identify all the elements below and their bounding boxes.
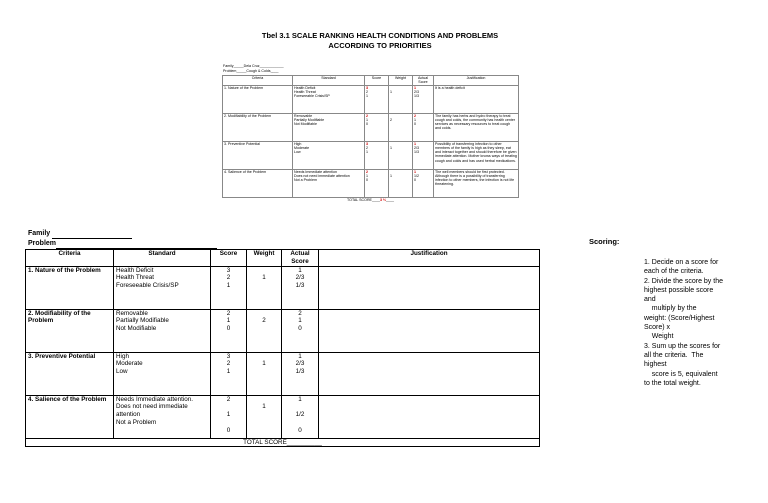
- cell-line: Not Modifiable: [294, 122, 317, 127]
- actual-score-cell: [413, 141, 434, 169]
- mini-header-row: [223, 76, 519, 86]
- mini-header-criteria: Criteria: [223, 76, 293, 86]
- weight-cell: [389, 113, 413, 141]
- cell-line: 0: [298, 325, 302, 333]
- cell-line: 2: [298, 309, 302, 317]
- total-score-row: TOTAL SCORE__________: [26, 438, 540, 447]
- cell-line: Health Deficit: [116, 266, 154, 274]
- cell-line: Partially Modifiable: [116, 317, 169, 325]
- scoring-line: 2. Divide the score by the: [644, 277, 723, 285]
- cell-line: 2: [414, 113, 416, 118]
- cell-line: Low: [294, 150, 301, 155]
- score-cell: [211, 309, 247, 352]
- criteria-cell: 2. Modifiability of the Problem: [26, 309, 114, 352]
- actual-score-cell: [413, 113, 434, 141]
- criteria-cell: 1. Nature of the Problem: [26, 266, 114, 309]
- cell-line: 1/2: [295, 411, 305, 419]
- cell-line: 1: [226, 282, 231, 290]
- standard-cell: [114, 352, 211, 395]
- criteria-cell: 1. Nature of the Problem: [223, 85, 293, 113]
- cell-line: Foreseeable Crisis/SP: [294, 94, 330, 99]
- justification-cell: Possibility of transferring infection to other members of the family is high as they sleep, eat and interact together and should therefore be given immediate attention. Mother knows ways of treating cough and colds and has used herbal medications.: [434, 141, 519, 169]
- cell-line: 3: [226, 352, 231, 360]
- standard-cell: [114, 266, 211, 309]
- criteria-row: [26, 309, 540, 352]
- cell-line: Needs Immediate attention.: [116, 395, 194, 403]
- justification-cell: [319, 309, 540, 352]
- scoring-line: and: [644, 296, 656, 304]
- mini-header-actual: Actual Score: [413, 76, 434, 86]
- weight-cell: [247, 309, 282, 352]
- justification-cell: The well members should be first protected. Although there is a possibility of transferring infection to other members, the infection is not life threatening.: [434, 169, 519, 197]
- cell-line: 1: [226, 411, 231, 419]
- actual-score-cell: [282, 266, 319, 309]
- scoring-line: highest: [644, 361, 667, 369]
- cell-line: Does not need immediate attention: [294, 173, 350, 178]
- cell-line: 1: [414, 141, 416, 146]
- cell-line: 1: [366, 150, 368, 155]
- criteria-cell: 3. Preventive Potential: [223, 141, 293, 169]
- header-criteria: Criteria: [26, 250, 114, 267]
- cell-line: [284, 419, 316, 427]
- header-standard: Standard: [114, 250, 211, 267]
- family-underline: [52, 238, 132, 239]
- scoring-line: Score) x: [644, 324, 671, 332]
- cell-line: 1: [226, 368, 231, 376]
- weight-cell: [389, 141, 413, 169]
- cell-line: 1: [414, 169, 416, 174]
- header-weight: Weight: [247, 250, 282, 267]
- mini-table: [222, 75, 519, 202]
- actual-score-cell: [282, 352, 319, 395]
- mini-total-value: 3 ⅔: [379, 197, 386, 202]
- document-subtitle: ACCORDING TO PRIORITIES: [328, 41, 432, 50]
- cell-line: 2/3: [295, 360, 305, 368]
- cell-line: Low: [116, 368, 128, 376]
- criteria-row: [223, 85, 519, 113]
- mini-problem-line: Problem_____Cough & Colds____: [223, 69, 279, 73]
- mini-header-standard: Standard: [293, 76, 365, 86]
- cell-line: 1: [366, 94, 368, 99]
- score-cell: [365, 113, 389, 141]
- cell-line: 1: [226, 317, 231, 325]
- criteria-cell: 4. Salience of the Problem: [223, 169, 293, 197]
- mini-total-row: TOTAL SCORE____3 ⅔____: [223, 197, 519, 202]
- cell-line: 3: [366, 141, 368, 146]
- cell-line: Not a Problem: [294, 178, 317, 183]
- cell-line: Not a Problem: [116, 418, 157, 426]
- cell-line: 1: [366, 117, 368, 122]
- score-cell: [211, 352, 247, 395]
- example-table-thumbnail: [222, 64, 519, 254]
- cell-line: 0: [298, 426, 302, 434]
- cell-line: 1: [366, 173, 368, 178]
- criteria-cell: 4. Salience of the Problem: [26, 395, 114, 438]
- cell-line: 0: [414, 178, 416, 183]
- cell-line: 2/3: [414, 89, 419, 94]
- actual-score-cell: [413, 85, 434, 113]
- cell-line: Foreseeable Crisis/SP: [116, 282, 179, 290]
- mini-header-justification: Justification: [434, 76, 519, 86]
- weight-value: 1: [262, 403, 266, 411]
- cell-line: High: [294, 141, 302, 146]
- scoring-line: score is 5, equivalent: [644, 370, 718, 378]
- cell-line: [213, 403, 244, 411]
- standard-cell: [293, 113, 365, 141]
- criteria-row: [223, 141, 519, 169]
- justification-cell: The family has herbs and hydro therapy to treat cough and colds, the community has health center services as necessary resources to treat cough and colds.: [434, 113, 519, 141]
- cell-line: Does not need immediate attention: [116, 403, 188, 419]
- mini-header-weight: Weight: [389, 76, 413, 86]
- scoring-line: Weight: [644, 333, 674, 341]
- problem-label: Problem: [28, 240, 57, 247]
- cell-line: 0: [414, 122, 416, 127]
- header-justification: Justification: [319, 250, 540, 267]
- weight-cell: [389, 85, 413, 113]
- criteria-row: [223, 169, 519, 197]
- cell-line: 1: [298, 266, 302, 274]
- scoring-heading: Scoring:: [589, 237, 620, 246]
- cell-line: 0: [366, 178, 368, 183]
- cell-line: 0: [226, 426, 231, 434]
- weight-cell: [389, 169, 413, 197]
- document-title: Tbel 3.1 SCALE RANKING HEALTH CONDITIONS AND PROBLEMS: [261, 31, 499, 40]
- weight-cell: [247, 266, 282, 309]
- weight-value: 1: [262, 274, 266, 282]
- cell-line: Needs Immediate attention: [294, 169, 337, 174]
- criteria-row: [26, 266, 540, 309]
- cell-line: 1/3: [414, 94, 419, 99]
- weight-value: 1: [390, 145, 392, 150]
- scoring-line: all the criteria. The: [644, 351, 704, 359]
- justification-cell: [319, 266, 540, 309]
- actual-score-cell: [413, 169, 434, 197]
- scoring-line: 3. Sum up the scores for: [644, 342, 721, 350]
- scoring-line: 1. Decide on a score for: [644, 259, 719, 266]
- score-cell: [365, 85, 389, 113]
- scoring-line: each of the criteria.: [644, 268, 704, 276]
- cell-line: 1: [414, 85, 416, 90]
- scoring-line: highest possible score: [644, 286, 714, 294]
- score-cell: [211, 266, 247, 309]
- cell-line: Not Modifiable: [116, 325, 157, 333]
- criteria-row: [26, 395, 540, 438]
- justification-cell: [319, 395, 540, 438]
- cell-line: 0: [226, 325, 231, 333]
- weight-value: 2: [262, 317, 266, 325]
- weight-value: 2: [390, 117, 392, 122]
- actual-score-cell: [282, 395, 319, 438]
- cell-line: 3: [366, 85, 368, 90]
- weight-cell: [247, 352, 282, 395]
- mini-header-score: Score: [365, 76, 389, 86]
- cell-line: Health Threat: [294, 89, 316, 94]
- cell-line: Health Threat: [116, 274, 155, 282]
- cell-line: 0: [366, 122, 368, 127]
- cell-line: 3: [226, 266, 231, 274]
- total-score-label: TOTAL SCORE: [243, 438, 287, 446]
- scoring-line: to the total weight.: [644, 379, 701, 387]
- cell-line: 2: [226, 395, 231, 403]
- cell-line: 2: [366, 113, 368, 118]
- scale-ranking-table: [25, 249, 540, 447]
- justification-cell: It is a health deficit: [434, 85, 519, 113]
- cell-line: 1/3: [295, 282, 305, 290]
- cell-line: 1: [298, 352, 302, 360]
- header-actual-score: Actual Score: [282, 250, 319, 267]
- cell-line: Removable: [116, 309, 148, 317]
- cell-line: 1: [414, 117, 416, 122]
- score-cell: [365, 141, 389, 169]
- cell-line: 1/2: [414, 173, 419, 178]
- scoring-line: multiply by the: [644, 305, 697, 313]
- score-cell: [211, 395, 247, 438]
- cell-line: 2: [366, 145, 368, 150]
- cell-line: 2: [226, 360, 231, 368]
- cell-line: Moderate: [116, 360, 143, 368]
- cell-line: 2: [226, 274, 231, 282]
- criteria-row: [223, 113, 519, 141]
- weight-value: 1: [390, 89, 392, 94]
- cell-line: 1/3: [295, 368, 305, 376]
- score-cell: [365, 169, 389, 197]
- cell-line: Health Deficit: [294, 85, 316, 90]
- cell-line: Partially Modifiable: [294, 117, 325, 122]
- weight-value: 1: [390, 173, 392, 178]
- mini-family-line: Family_____Dela Cruz____________: [223, 64, 284, 68]
- cell-line: 1/3: [414, 150, 419, 155]
- cell-line: 2/3: [414, 145, 419, 150]
- header-score: Score: [211, 250, 247, 267]
- cell-line: Removable: [294, 113, 313, 118]
- standard-cell: [293, 85, 365, 113]
- cell-line: 1: [298, 395, 302, 403]
- family-label: Family: [28, 230, 51, 237]
- criteria-cell: 3. Preventive Potential: [26, 352, 114, 395]
- cell-line: [284, 403, 316, 411]
- weight-value: 1: [262, 360, 266, 368]
- justification-cell: [319, 352, 540, 395]
- cell-line: 2: [366, 169, 368, 174]
- criteria-cell: 2. Modifiability of the Problem: [223, 113, 293, 141]
- cell-line: 2: [366, 89, 368, 94]
- cell-line: 2: [226, 309, 231, 317]
- standard-cell: [114, 309, 211, 352]
- scoring-instructions: [644, 258, 768, 388]
- cell-line: 2/3: [295, 274, 305, 282]
- cell-line: High: [116, 352, 129, 360]
- standard-cell: [293, 169, 365, 197]
- criteria-row: [26, 352, 540, 395]
- cell-line: 1: [298, 317, 302, 325]
- standard-cell: [114, 395, 211, 438]
- cell-line: [213, 419, 244, 427]
- header-row: [26, 250, 540, 267]
- weight-cell: [247, 395, 282, 438]
- cell-line: Moderate: [294, 145, 310, 150]
- actual-score-cell: [282, 309, 319, 352]
- scoring-line: weight: (Score/Highest: [644, 314, 715, 322]
- standard-cell: [293, 141, 365, 169]
